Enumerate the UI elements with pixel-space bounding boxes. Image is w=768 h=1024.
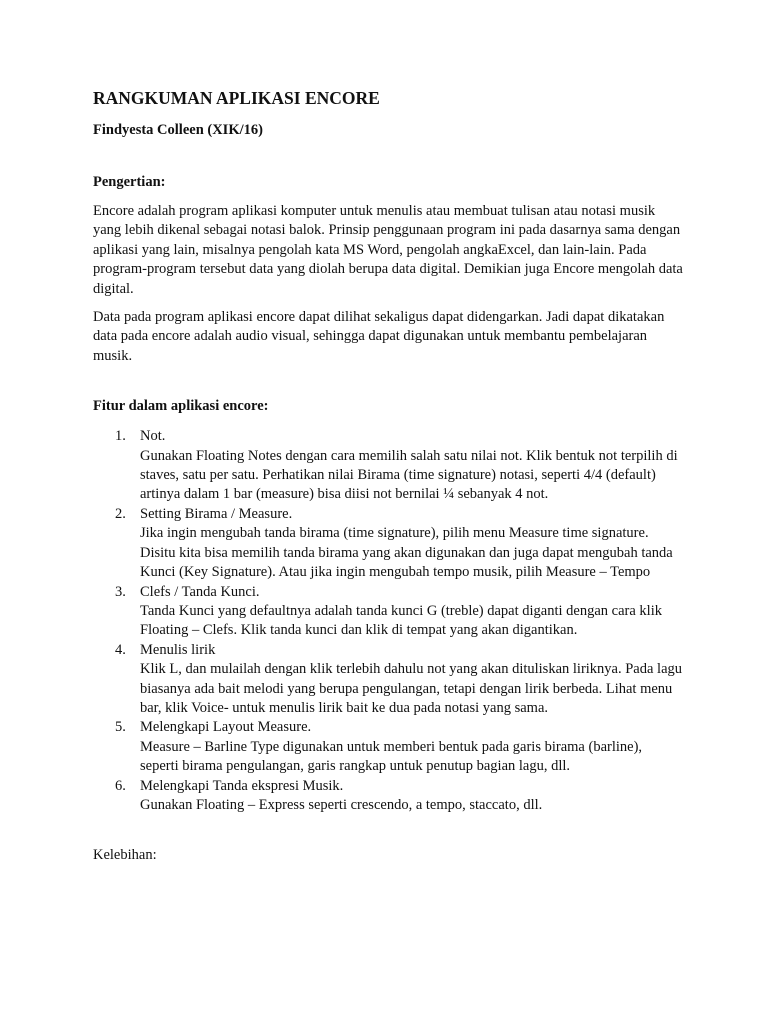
feature-item-clefs — [93, 583, 683, 641]
section-heading-kelebihan: Kelebihan: — [93, 847, 157, 864]
list-number: 5. — [115, 719, 126, 736]
feature-item-birama — [93, 505, 683, 583]
section-heading-pengertian: Pengertian: — [93, 174, 166, 190]
feature-list — [93, 427, 683, 815]
list-number: 1. — [115, 428, 126, 445]
feature-title: Melengkapi Tanda ekspresi Musik. — [140, 777, 344, 794]
feature-title: Setting Birama / Measure. — [140, 505, 293, 522]
feature-title: Menulis lirik — [140, 641, 216, 658]
feature-description: Gunakan Floating – Express seperti crescendo, a tempo, staccato, dll. — [140, 796, 543, 813]
feature-item-layout-measure — [93, 718, 683, 776]
feature-description: Gunakan Floating Notes dengan cara memilih salah satu nilai not. Klik bentuk not terpilih di staves, satu per satu. Perhatikan nilai Birama (time signature) notasi, seperti 4/4 (default) artinya dalam 1 bar (measure) bisa diisi not bernilai ¼ sebanyak 4 not. — [140, 447, 678, 503]
document-title: RANGKUMAN APLIKASI ENCORE — [93, 88, 380, 108]
list-number: 2. — [115, 505, 126, 522]
list-number: 4. — [115, 641, 126, 658]
document-page — [93, 86, 683, 865]
feature-title: Clefs / Tanda Kunci. — [140, 583, 260, 600]
feature-description: Jika ingin mengubah tanda birama (time signature), pilih menu Measure time signature. Disitu kita bisa memilih tanda birama yang akan digunakan dan juga dapat mengubah tanda Kunci (Key Signature). Atau jika ingin mengubah tempo musik, pilih Measure – Tempo — [140, 525, 673, 581]
feature-description: Klik L, dan mulailah dengan klik terlebih dahulu not yang akan dituliskan liriknya. Pada lagu biasanya ada bait melodi yang berupa pengulangan, tetapi dengan lirik berbeda. Lihat menu bar, klik Voice- untuk menulis lirik bait ke dua pada notasi yang sama. — [140, 661, 683, 716]
paragraph-pengertian-1: Encore adalah program aplikasi komputer untuk menulis atau membuat tulisan atau notasi musik yang lebih dikenal sebagai notasi balok. Prinsip penggunaan program ini pada dasarnya sama dengan aplikasi yang lain, misalnya pengolah kata MS Word, pengolah angkaExcel, dan lain-lain. Pada program-program tersebut data yang diolah berupa data digital. Demikian juga Encore mengolah data digital. — [93, 203, 683, 297]
list-number: 3. — [115, 583, 126, 600]
feature-description: Measure – Barline Type digunakan untuk memberi bentuk pada garis birama (barline), seperti birama pengulangan, garis rangkap untuk penutup bagian lagu, dll. — [140, 738, 643, 775]
feature-description: Tanda Kunci yang defaultnya adalah tanda kunci G (treble) dapat diganti dengan cara klik Floating – Clefs. Klik tanda kunci dan klik di tempat yang akan digantikan. — [140, 602, 662, 639]
section-heading-fitur: Fitur dalam aplikasi encore: — [93, 398, 269, 415]
paragraph-pengertian-2: Data pada program aplikasi encore dapat dilihat sekaligus dapat didengarkan. Jadi dapat dikatakan data pada encore adalah audio visual, sehingga dapat digunakan untuk membantu pembelajaran musik. — [93, 309, 665, 364]
feature-item-ekspresi — [93, 777, 683, 816]
feature-title: Not. — [140, 428, 166, 445]
feature-item-lirik — [93, 641, 683, 719]
list-number: 6. — [115, 777, 126, 794]
feature-title: Melengkapi Layout Measure. — [140, 719, 312, 736]
author-line: Findyesta Colleen (XIK/16) — [93, 122, 263, 138]
feature-item-not — [93, 427, 683, 505]
